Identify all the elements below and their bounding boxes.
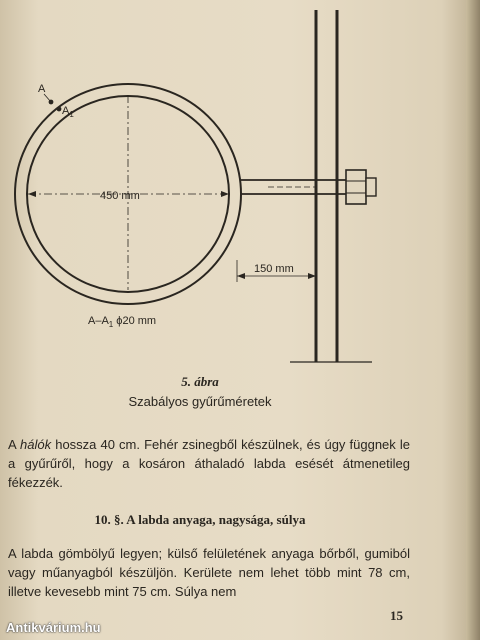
diameter-label: 450 mm	[100, 190, 140, 202]
nut	[346, 170, 366, 204]
watermark: Antikvárium.hu	[6, 620, 101, 635]
emphasis-term: hálók	[20, 437, 52, 452]
label-a1: $A_1$	[62, 105, 74, 119]
figure-number: 5. ábra	[181, 374, 219, 389]
point-a1-marker	[57, 107, 62, 112]
page-number: 15	[390, 608, 403, 623]
figure-caption: Szabályos gyűrűméretek	[128, 394, 272, 409]
bolt-end	[366, 178, 376, 196]
paragraph-nets: A hálók hossza 40 cm. Fehér zsinegből készülnek, és úgy függnek le a gyűrűről, hogy a kosáron áthaladó labda esését átmenetileg fékezzék.	[8, 437, 410, 490]
section-heading: 10. §. A labda anyaga, nagysága, súlya	[94, 512, 306, 527]
section-label: $A-A_1$ ϕ20 mm	[88, 315, 157, 329]
diameter-arrow-left	[28, 191, 36, 197]
paragraph-ball: A labda gömbölyű legyen; külső felületének anyaga bőrből, gumiból vagy műanyagból készüljön. Kerülete nem lehet több mint 78 cm, illetve kevesebb mint 75 cm. Súlya nem	[8, 546, 410, 599]
diameter-arrow-right	[221, 191, 229, 197]
label-a: A	[38, 83, 46, 95]
offset-label: 150 mm	[254, 263, 294, 275]
